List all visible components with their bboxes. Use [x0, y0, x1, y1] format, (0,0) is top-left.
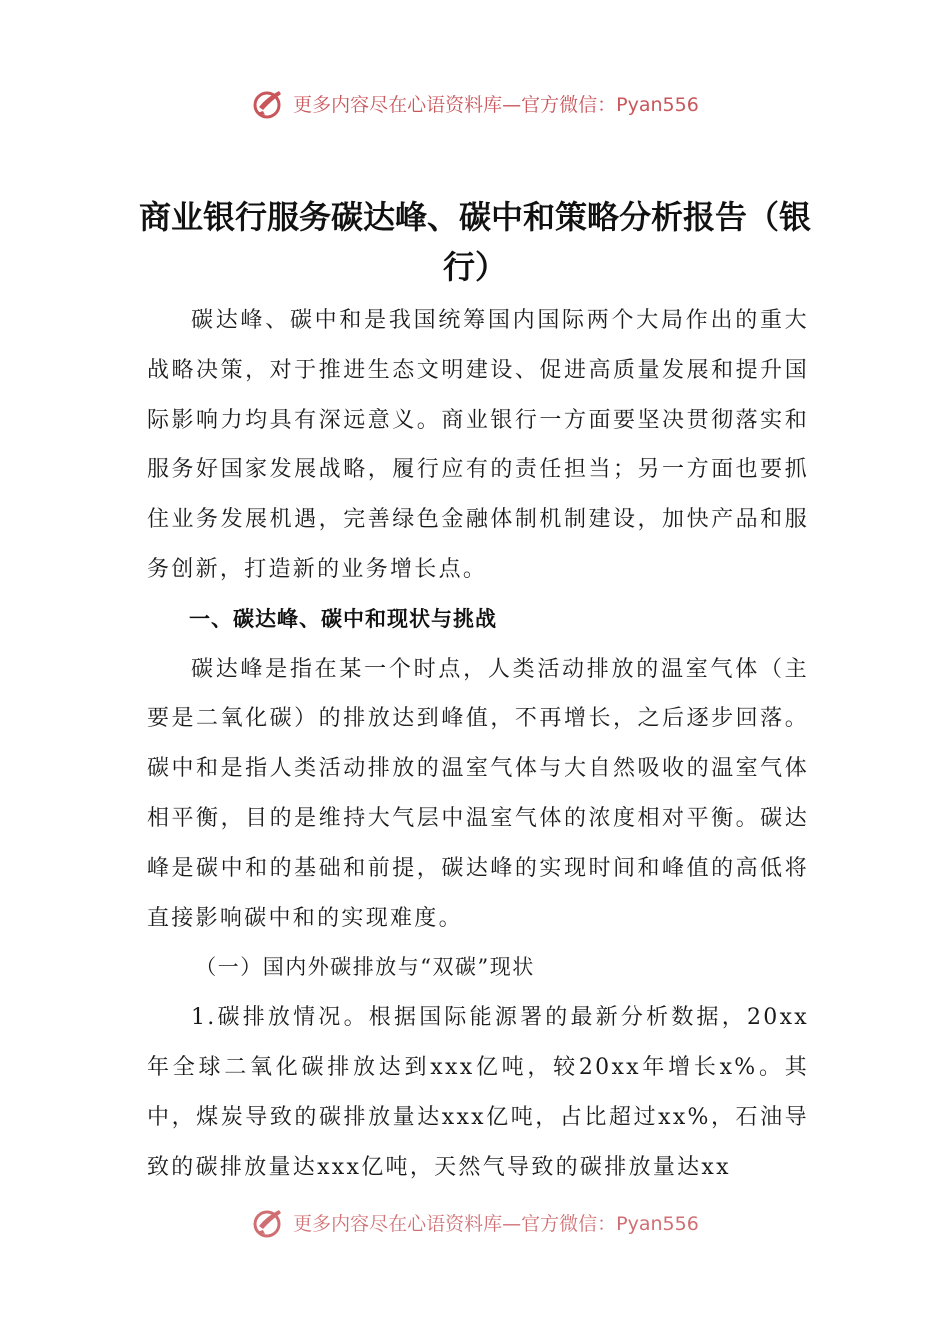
book-pen-logo-icon	[251, 1204, 287, 1240]
document-body	[147, 296, 809, 1192]
definition-paragraph: 碳达峰是指在某一个时点，人类活动排放的温室气体（主要是二氧化碳）的排放达到峰值，不再增长，之后逐步回落。碳中和是指人类活动排放的温室气体与大自然吸收的温室气体相平衡，目的是维持大气层中温室气体的浓度相对平衡。碳达峰是碳中和的基础和前提，碳达峰的实现时间和峰值的高低将直接影响碳中和的实现难度。	[147, 656, 809, 931]
section-heading-1: 一、碳达峰、碳中和现状与挑战	[189, 606, 497, 631]
watermark-text: 更多内容尽在心语资料库—官方微信：Pyan556	[293, 93, 699, 116]
footer-watermark	[0, 1205, 950, 1239]
header-watermark	[0, 84, 950, 122]
emissions-paragraph: 1.碳排放情况。根据国际能源署的最新分析数据，20xx年全球二氧化碳排放达到xxx亿吨，较20xx年增长x%。其中，煤炭导致的碳排放量达xxx亿吨，占比超过xx%，石油导致的碳排放量达xxx亿吨，天然气导致的碳排放量达xx	[147, 1005, 809, 1180]
subsection-heading-1: （一）国内外碳排放与“双碳”现状	[195, 955, 535, 980]
document-title: 商业银行服务碳达峰、碳中和策略分析报告（银行）	[138, 198, 811, 286]
book-pen-logo-icon	[251, 85, 287, 121]
intro-paragraph: 碳达峰、碳中和是我国统筹国内国际两个大局作出的重大战略决策，对于推进生态文明建设、促进高质量发展和提升国际影响力均具有深远意义。商业银行一方面要坚决贯彻落实和服务好国家发展战略，履行应有的责任担当；另一方面也要抓住业务发展机遇，完善绿色金融体制机制建设，加快产品和服务创新，打造新的业务增长点。	[147, 308, 809, 582]
watermark-text: 更多内容尽在心语资料库—官方微信：Pyan556	[293, 1212, 699, 1235]
